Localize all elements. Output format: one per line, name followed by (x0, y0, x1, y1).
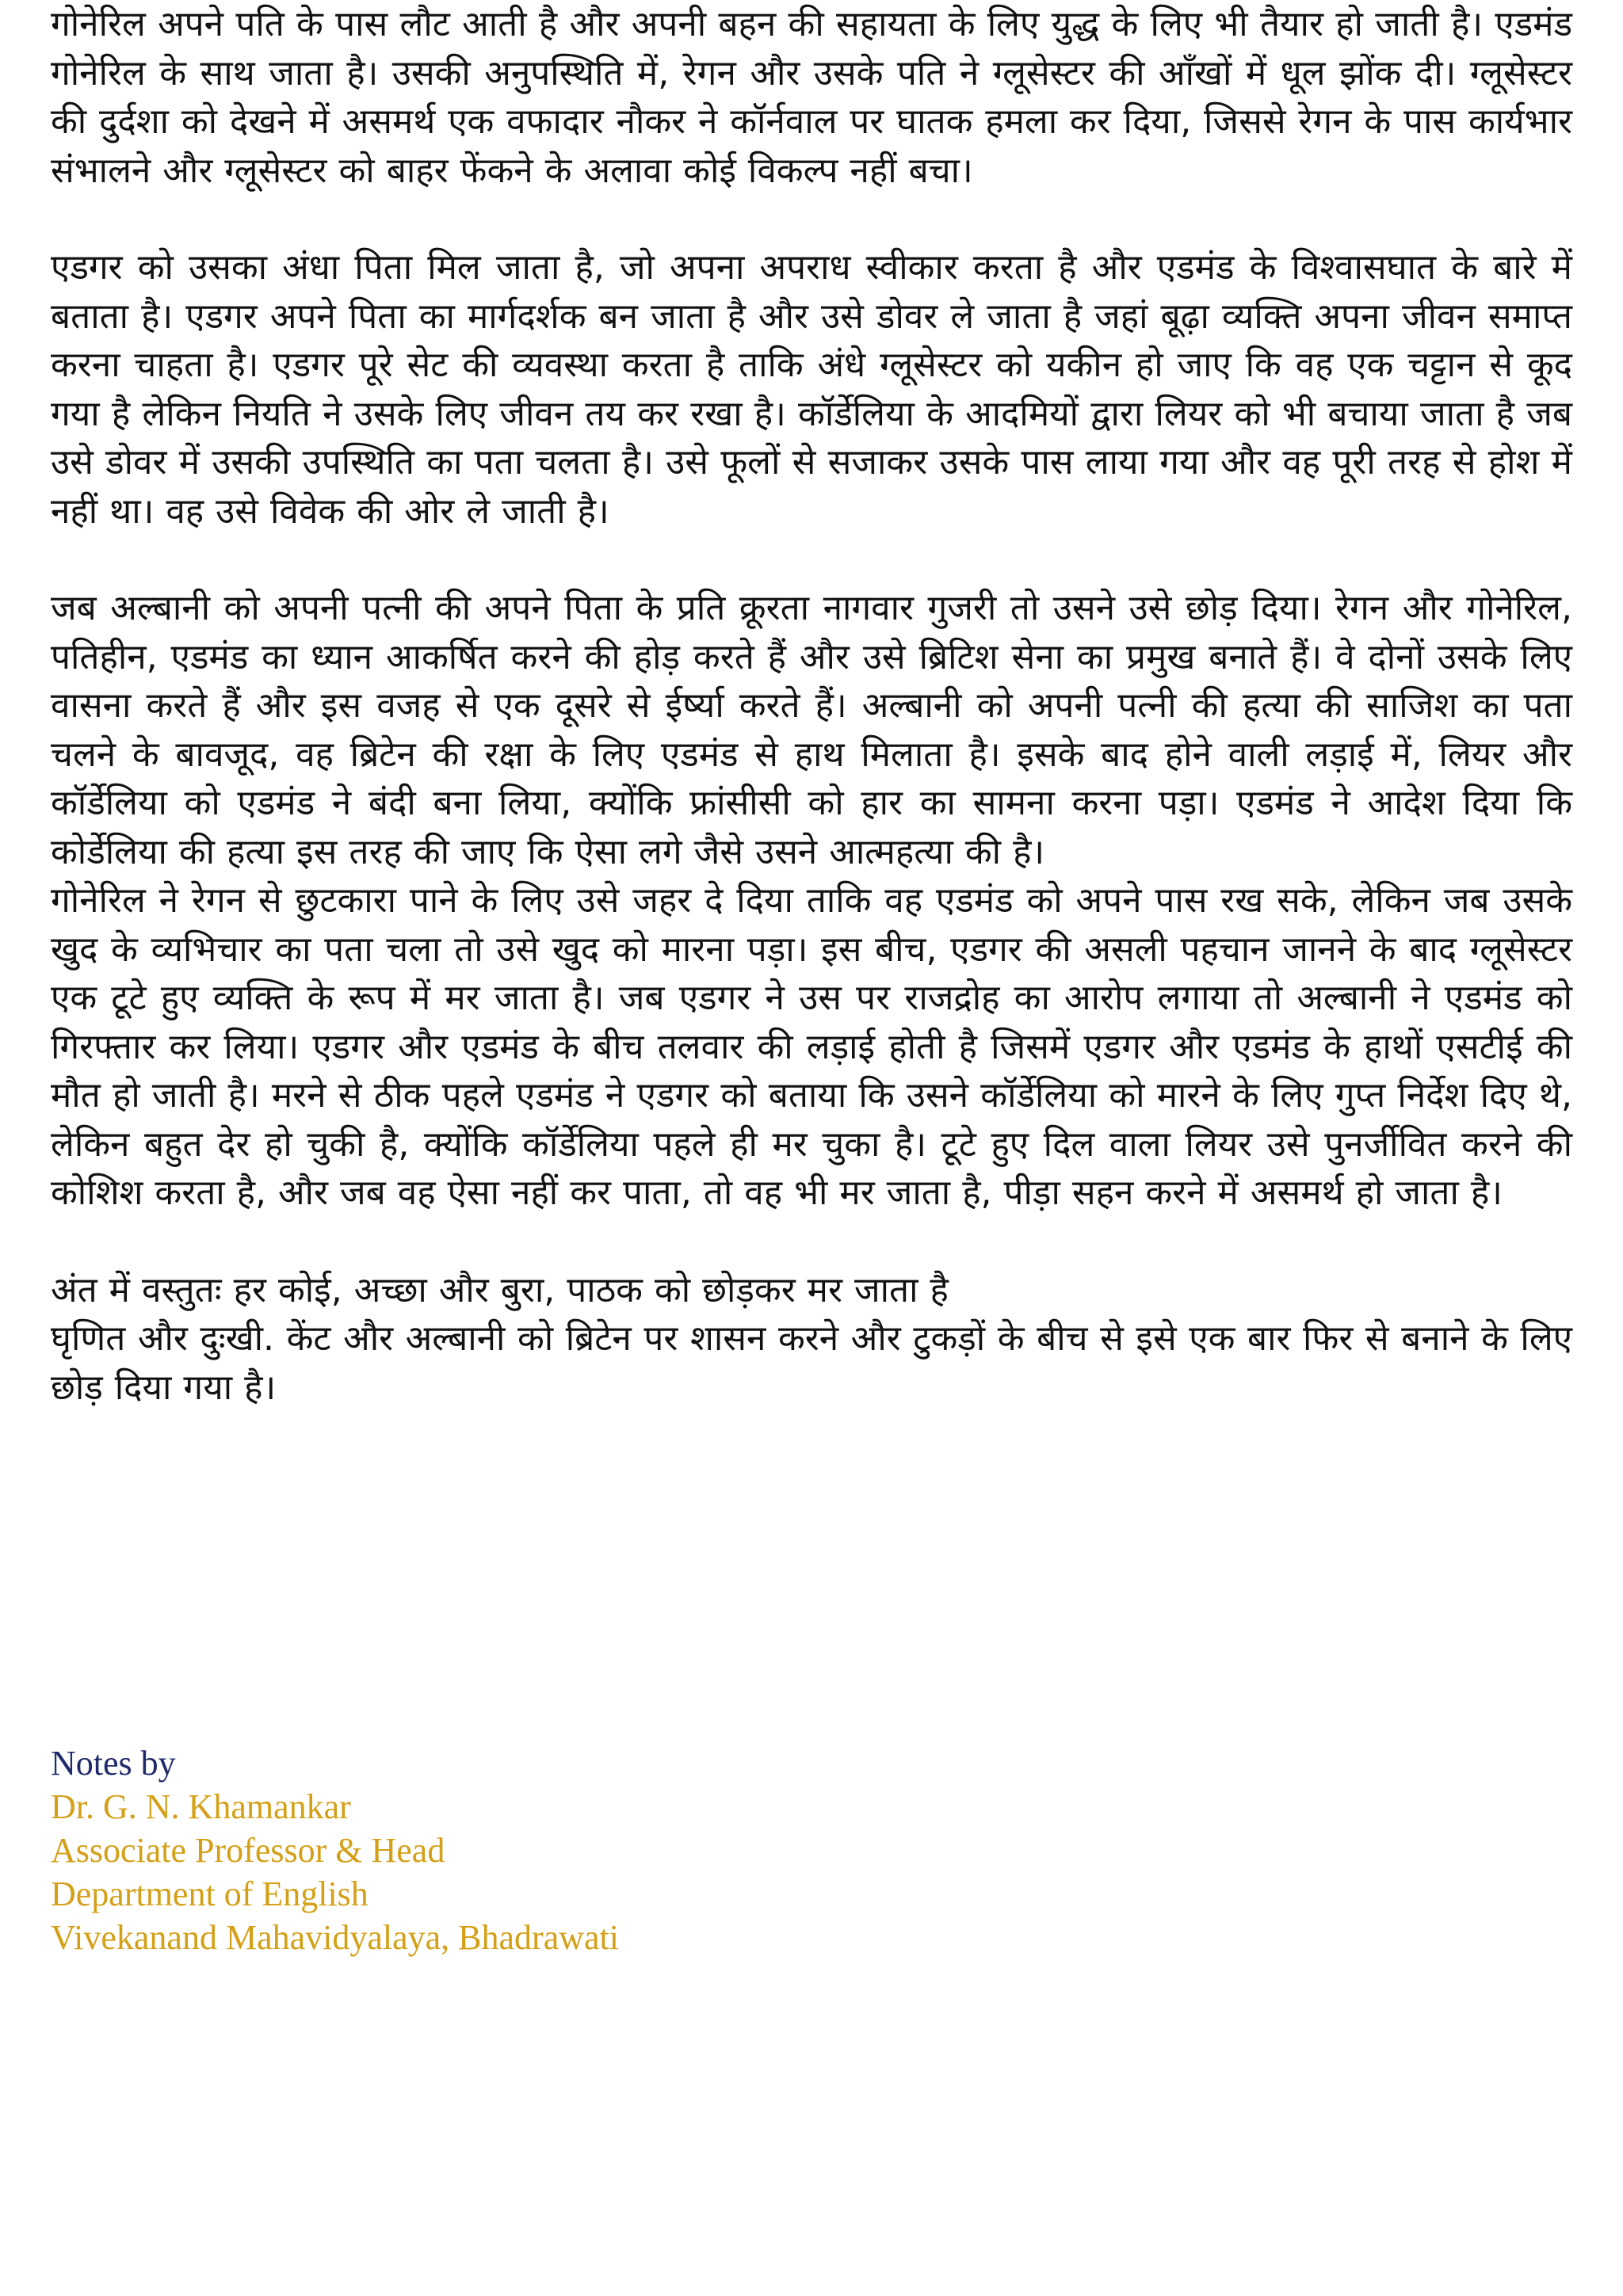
paragraph-ending-line2: घृणित और दुःखी. केंट और अल्बानी को ब्रिटेन पर शासन करने और टुकड़ों के बीच से इसे एक बार फिर से बनाने के लिए छोड़ दिया गया है। (51, 1318, 1572, 1408)
notes-signature (51, 1741, 619, 1959)
paragraph-goneril-returns: गोनेरिल अपने पति के पास लौट आती है और अपनी बहन की सहायता के लिए युद्ध के लिए भी तैयार हो जाती है। एडमंड गोनेरिल के साथ जाता है। उसकी अनुपस्थिति में, रेगन और उसके पति ने ग्लूसेस्टर की आँखों में धूल झोंक दी। ग्लूसेस्टर की दुर्दशा को देखने में असमर्थ एक वफादार नौकर ने कॉर्नवाल पर घातक हमला कर दिया, जिससे रेगन के पास कार्यभार संभालने और ग्लूसेस्टर को बाहर फेंकने के अलावा कोई विकल्प नहीं बचा। (51, 4, 1572, 191)
paragraph-ending-line1: अंत में वस्तुतः हर कोई, अच्छा और बुरा, पाठक को छोड़कर मर जाता है (51, 1269, 949, 1310)
paragraph-spacer (51, 195, 1572, 243)
author-name: Dr. G. N. Khamankar (51, 1787, 351, 1826)
author-college: Vivekanand Mahavidyalaya, Bhadrawati (51, 1918, 619, 1957)
paragraph-albany-leaves: जब अल्बानी को अपनी पत्नी की अपने पिता के प्रति क्रूरता नागवार गुजरी तो उसने उसे छोड़ दिया। रेगन और गोनेरिल, पतिहीन, एडमंड का ध्यान आकर्षित करने की होड़ करते हैं और उसे ब्रिटिश सेना का प्रमुख बनाते हैं। वे दोनों उसके लिए वासना करते हैं और इस वजह से एक दूसरे से ईर्ष्या करते हैं। अल्बानी को अपनी पत्नी की हत्या की साजिश का पता चलने के बावजूद, वह ब्रिटेन की रक्षा के लिए एडमंड से हाथ मिलाता है। इसके बाद होने वाली लड़ाई में, लियर और कॉर्डेलिया को एडमंड ने बंदी बना लिया, क्योंकि फ्रांसीसी को हार का सामना करना पड़ा। एडमंड ने आदेश दिया कि कोर्डेलिया की हत्या इस तरह की जाए कि ऐसा लगे जैसे उसने आत्महत्या की है। (51, 588, 1572, 872)
paragraph-goneril-poison: गोनेरिल ने रेगन से छुटकारा पाने के लिए उसे जहर दे दिया ताकि वह एडमंड को अपने पास रख सके, लेकिन जब उसके खुद के व्यभिचार का पता चला तो उसे खुद को मारना पड़ा। इस बीच, एडगर की असली पहचान जानने के बाद ग्लूसेस्टर एक टूटे हुए व्यक्ति के रूप में मर जाता है। जब एडगर ने उस पर राजद्रोह का आरोप लगाया तो अल्बानी ने एडमंड को गिरफ्तार कर लिया। एडगर और एडमंड के बीच तलवार की लड़ाई होती है जिसमें एडगर और एडमंड के हाथों एसटीई की मौत हो जाती है। मरने से ठीक पहले एडमंड ने एडगर को बताया कि उसने कॉर्डेलिया को मारने के लिए गुप्त निर्देश दिए थे, लेकिन बहुत देर हो चुकी है, क्योंकि कॉर्डेलिया पहले ही मर चुका है। टूटे हुए दिल वाला लियर उसे पुनर्जीवित करने की कोशिश करता है, और जब वह ऐसा नहीं कर पाता, तो वह भी मर जाता है, पीड़ा सहन करने में असमर्थ हो जाता है। (51, 880, 1572, 1213)
author-department: Department of English (51, 1875, 369, 1913)
document-body (51, 0, 1572, 1412)
paragraph-edgar-father: एडगर को उसका अंधा पिता मिल जाता है, जो अपना अपराध स्वीकार करता है और एडमंड के विश्वासघात के बारे में बताता है। एडगर अपने पिता का मार्गदर्शक बन जाता है और उसे डोवर ले जाता है जहां बूढ़ा व्यक्ति अपना जीवन समाप्त करना चाहता है। एडगर पूरे सेट की व्यवस्था करता है ताकि अंधे ग्लूसेस्टर को यकीन हो जाए कि वह एक चट्टान से कूद गया है लेकिन नियति ने उसके लिए जीवन तय कर रखा है। कॉर्डेलिया के आदमियों द्वारा लियर को भी बचाया जाता है जब उसे डोवर में उसकी उपस्थिति का पता चलता है। उसे फूलों से सजाकर उसके पास लाया गया और वह पूरी तरह से होश में नहीं था। वह उसे विवेक की ओर ले जाती है। (51, 247, 1572, 532)
author-position: Associate Professor & Head (51, 1831, 445, 1870)
paragraph-spacer (51, 536, 1572, 584)
paragraph-spacer (51, 1218, 1572, 1266)
notes-by-label: Notes by (51, 1744, 176, 1783)
